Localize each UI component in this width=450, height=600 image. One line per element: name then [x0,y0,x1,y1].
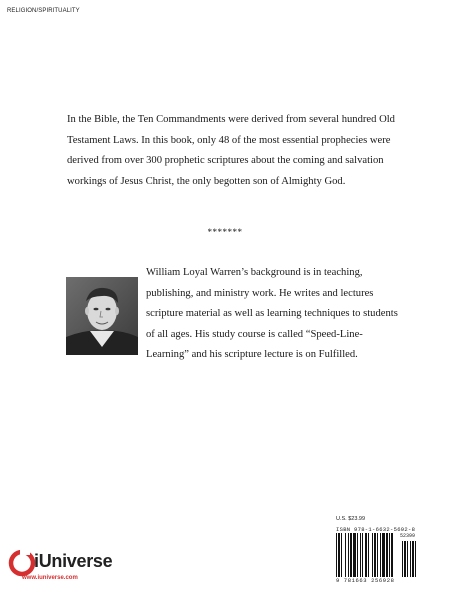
isbn-label: ISBN 978-1-6632-5692-8 [336,526,416,533]
publisher-url: www.iuniverse.com [22,575,78,581]
barcode-addon-digits: 52399 [400,533,416,539]
barcode [336,533,418,577]
barcode-digits: 9 781663 256928 [336,577,395,584]
book-description: In the Bible, the Ten Commandments were derived from several hundred Old Testament Laws. In this book, only 48 of the most essential prophecies were derived from over 300 prophetic scriptures about the coming and salvation workings of Jesus Christ, the only begotten son of Almighty God. [67,114,395,187]
section-divider: ******* [207,227,243,237]
category-label: RELIGION/SPIRITUALITY [7,8,80,14]
publisher-logo [8,549,138,585]
publisher-name: iUniverse [34,551,113,571]
price-label: U.S. $23.99 [336,516,366,522]
author-photo [66,277,138,355]
author-bio: William Loyal Warren’s background is in teaching, publishing, and ministry work. He writes and lectures scripture material as well as learning techniques to students of all ages. His study course is called “Speed-Line-Learning” and his scripture lecture is on Fulfilled. [146,267,398,360]
publisher-swirl-icon [8,549,36,577]
